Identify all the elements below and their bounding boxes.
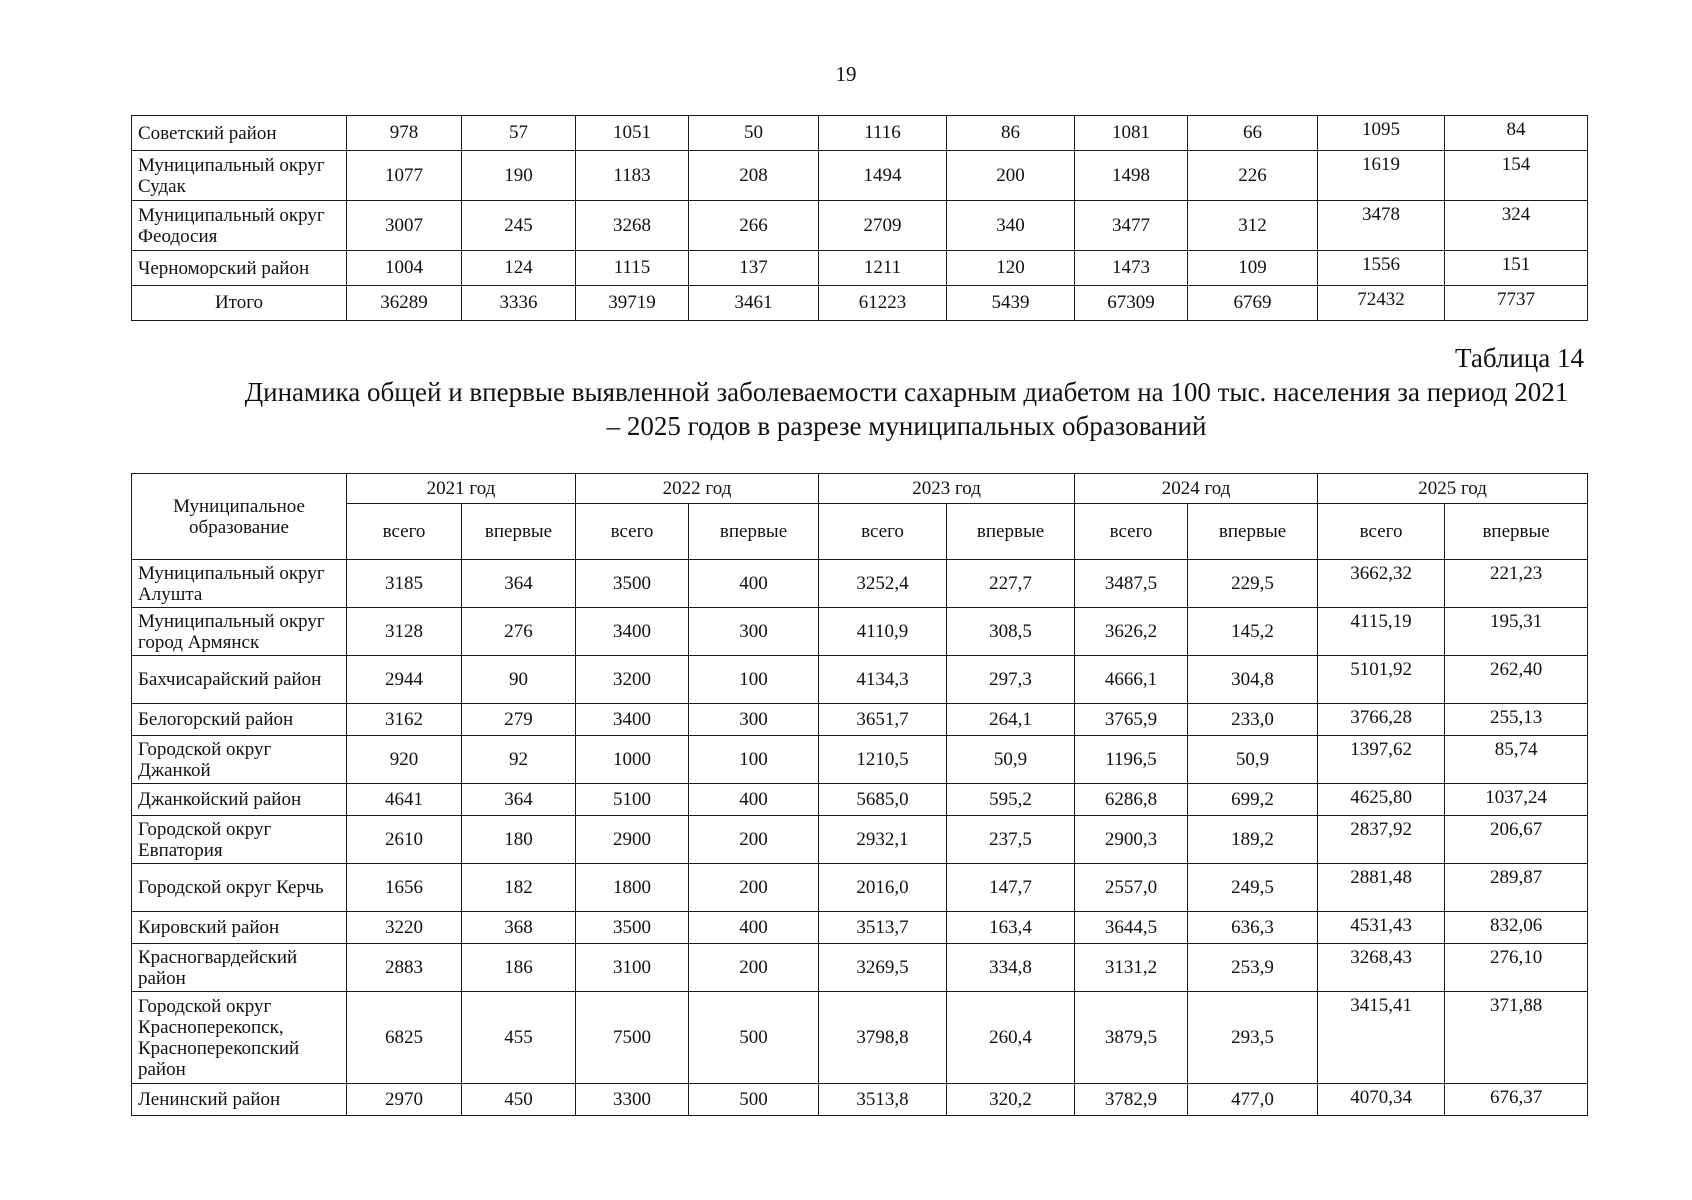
cell-value: 2557,0 xyxy=(1075,864,1188,912)
row-name: Красногвардейский район xyxy=(132,944,347,992)
cell-value: 163,4 xyxy=(947,912,1075,944)
cell-value: 124 xyxy=(462,251,576,286)
header-municipality: Муниципальное образование xyxy=(132,474,347,560)
cell-value: 1081 xyxy=(1075,116,1188,151)
cell-value: 264,1 xyxy=(947,704,1075,736)
header-total: всего xyxy=(819,504,947,560)
cell-value: 3782,9 xyxy=(1075,1084,1188,1116)
cell-value: 67309 xyxy=(1075,286,1188,321)
cell-value: 1556 xyxy=(1318,251,1445,286)
cell-value: 3798,8 xyxy=(819,992,947,1084)
cell-value: 3300 xyxy=(576,1084,689,1116)
row-name: Муниципальный округ Судак xyxy=(132,151,347,201)
header-first: впервые xyxy=(947,504,1075,560)
continued-table xyxy=(131,115,1588,321)
cell-value: 2883 xyxy=(347,944,462,992)
cell-value: 5439 xyxy=(947,286,1075,321)
cell-value: 260,4 xyxy=(947,992,1075,1084)
cell-value: 920 xyxy=(347,736,462,784)
row-name: Ленинский район xyxy=(132,1084,347,1116)
cell-value: 1619 xyxy=(1318,151,1445,201)
cell-value: 400 xyxy=(689,912,819,944)
cell-value: 2900,3 xyxy=(1075,816,1188,864)
cell-value: 137 xyxy=(689,251,819,286)
cell-value: 50,9 xyxy=(1188,736,1318,784)
cell-value: 276,10 xyxy=(1445,944,1588,992)
cell-value: 39719 xyxy=(576,286,689,321)
cell-value: 1037,24 xyxy=(1445,784,1588,816)
cell-value: 1115 xyxy=(576,251,689,286)
cell-value: 1656 xyxy=(347,864,462,912)
cell-value: 145,2 xyxy=(1188,608,1318,656)
cell-value: 221,23 xyxy=(1445,560,1588,608)
row-name: Городской округ Красноперекопск, Красноперекопский район xyxy=(132,992,347,1084)
cell-value: 3461 xyxy=(689,286,819,321)
cell-value: 4641 xyxy=(347,784,462,816)
cell-value: 253,9 xyxy=(1188,944,1318,992)
cell-value: 3200 xyxy=(576,656,689,704)
cell-value: 3269,5 xyxy=(819,944,947,992)
morbidity-table xyxy=(131,473,1588,1116)
cell-value: 2837,92 xyxy=(1318,816,1445,864)
cell-value: 3513,8 xyxy=(819,1084,947,1116)
cell-value: 400 xyxy=(689,784,819,816)
cell-value: 3415,41 xyxy=(1318,992,1445,1084)
cell-value: 3662,32 xyxy=(1318,560,1445,608)
cell-value: 300 xyxy=(689,608,819,656)
cell-value: 1095 xyxy=(1318,116,1445,151)
cell-value: 2709 xyxy=(819,201,947,251)
table-row xyxy=(132,116,1588,151)
cell-value: 3336 xyxy=(462,286,576,321)
table-row xyxy=(132,912,1588,944)
row-name: Городской округ Джанкой xyxy=(132,736,347,784)
cell-value: 340 xyxy=(947,201,1075,251)
table-row xyxy=(132,251,1588,286)
cell-value: 1004 xyxy=(347,251,462,286)
table-row xyxy=(132,784,1588,816)
row-name: Джанкойский район xyxy=(132,784,347,816)
cell-value: 182 xyxy=(462,864,576,912)
cell-value: 7737 xyxy=(1445,286,1588,321)
header-row-years xyxy=(132,474,1588,504)
header-year: 2021 год xyxy=(347,474,576,504)
cell-value: 450 xyxy=(462,1084,576,1116)
cell-value: 120 xyxy=(947,251,1075,286)
cell-value: 227,7 xyxy=(947,560,1075,608)
cell-value: 3252,4 xyxy=(819,560,947,608)
cell-value: 334,8 xyxy=(947,944,1075,992)
cell-value: 276 xyxy=(462,608,576,656)
cell-value: 90 xyxy=(462,656,576,704)
cell-value: 100 xyxy=(689,656,819,704)
cell-value: 3128 xyxy=(347,608,462,656)
cell-value: 3644,5 xyxy=(1075,912,1188,944)
row-name: Черноморский район xyxy=(132,251,347,286)
header-year: 2023 год xyxy=(819,474,1075,504)
cell-value: 233,0 xyxy=(1188,704,1318,736)
cell-value: 304,8 xyxy=(1188,656,1318,704)
row-name: Кировский район xyxy=(132,912,347,944)
cell-value: 1051 xyxy=(576,116,689,151)
table-row xyxy=(132,201,1588,251)
cell-value: 190 xyxy=(462,151,576,201)
cell-value: 3477 xyxy=(1075,201,1188,251)
cell-value: 200 xyxy=(689,944,819,992)
cell-value: 500 xyxy=(689,992,819,1084)
cell-value: 6825 xyxy=(347,992,462,1084)
cell-value: 180 xyxy=(462,816,576,864)
header-first: впервые xyxy=(689,504,819,560)
cell-value: 86 xyxy=(947,116,1075,151)
cell-value: 109 xyxy=(1188,251,1318,286)
cell-value: 4134,3 xyxy=(819,656,947,704)
cell-value: 249,5 xyxy=(1188,864,1318,912)
cell-value: 61223 xyxy=(819,286,947,321)
table-title: Динамика общей и впервые выявленной заболеваемости сахарным диабетом на 100 тыс. населения за период 2021 – 2025 годов в разрезе муниципальных образований xyxy=(244,377,1569,441)
cell-value: 1077 xyxy=(347,151,462,201)
cell-value: 4070,34 xyxy=(1318,1084,1445,1116)
cell-value: 3765,9 xyxy=(1075,704,1188,736)
cell-value: 1494 xyxy=(819,151,947,201)
cell-value: 262,40 xyxy=(1445,656,1588,704)
cell-value: 2610 xyxy=(347,816,462,864)
table-row xyxy=(132,944,1588,992)
cell-value: 279 xyxy=(462,704,576,736)
cell-value: 676,37 xyxy=(1445,1084,1588,1116)
cell-value: 3651,7 xyxy=(819,704,947,736)
cell-value: 368 xyxy=(462,912,576,944)
cell-value: 1800 xyxy=(576,864,689,912)
cell-value: 3131,2 xyxy=(1075,944,1188,992)
cell-value: 978 xyxy=(347,116,462,151)
cell-value: 832,06 xyxy=(1445,912,1588,944)
cell-value: 3268,43 xyxy=(1318,944,1445,992)
cell-value: 7500 xyxy=(576,992,689,1084)
cell-value: 3626,2 xyxy=(1075,608,1188,656)
cell-value: 3400 xyxy=(576,704,689,736)
cell-value: 3766,28 xyxy=(1318,704,1445,736)
cell-value: 151 xyxy=(1445,251,1588,286)
cell-value: 2900 xyxy=(576,816,689,864)
cell-value: 300 xyxy=(689,704,819,736)
cell-value: 245 xyxy=(462,201,576,251)
cell-value: 400 xyxy=(689,560,819,608)
cell-value: 2016,0 xyxy=(819,864,947,912)
cell-value: 699,2 xyxy=(1188,784,1318,816)
cell-value: 1211 xyxy=(819,251,947,286)
header-year: 2022 год xyxy=(576,474,819,504)
cell-value: 3007 xyxy=(347,201,462,251)
cell-value: 229,5 xyxy=(1188,560,1318,608)
total-label: Итого xyxy=(132,286,347,321)
cell-value: 57 xyxy=(462,116,576,151)
cell-value: 84 xyxy=(1445,116,1588,151)
cell-value: 50 xyxy=(689,116,819,151)
cell-value: 1000 xyxy=(576,736,689,784)
cell-value: 237,5 xyxy=(947,816,1075,864)
cell-value: 92 xyxy=(462,736,576,784)
cell-value: 4625,80 xyxy=(1318,784,1445,816)
cell-value: 3162 xyxy=(347,704,462,736)
cell-value: 50,9 xyxy=(947,736,1075,784)
row-name: Городской округ Евпатория xyxy=(132,816,347,864)
cell-value: 1473 xyxy=(1075,251,1188,286)
cell-value: 195,31 xyxy=(1445,608,1588,656)
cell-value: 2881,48 xyxy=(1318,864,1445,912)
cell-value: 1116 xyxy=(819,116,947,151)
cell-value: 3513,7 xyxy=(819,912,947,944)
cell-value: 154 xyxy=(1445,151,1588,201)
header-first: впервые xyxy=(1188,504,1318,560)
header-first: впервые xyxy=(462,504,576,560)
cell-value: 206,67 xyxy=(1445,816,1588,864)
cell-value: 189,2 xyxy=(1188,816,1318,864)
cell-value: 371,88 xyxy=(1445,992,1588,1084)
cell-value: 364 xyxy=(462,784,576,816)
row-name: Муниципальный округ Феодосия xyxy=(132,201,347,251)
cell-value: 3879,5 xyxy=(1075,992,1188,1084)
row-name: Муниципальный округ Алушта xyxy=(132,560,347,608)
cell-value: 266 xyxy=(689,201,819,251)
cell-value: 226 xyxy=(1188,151,1318,201)
header-total: всего xyxy=(576,504,689,560)
header-total: всего xyxy=(1318,504,1445,560)
table-row xyxy=(132,608,1588,656)
cell-value: 477,0 xyxy=(1188,1084,1318,1116)
row-name: Белогорский район xyxy=(132,704,347,736)
cell-value: 3487,5 xyxy=(1075,560,1188,608)
table-row xyxy=(132,864,1588,912)
row-name: Бахчисарайский район xyxy=(132,656,347,704)
table-row xyxy=(132,1084,1588,1116)
table-caption: Таблица 14 xyxy=(1455,343,1584,373)
cell-value: 455 xyxy=(462,992,576,1084)
cell-value: 2970 xyxy=(347,1084,462,1116)
cell-value: 3500 xyxy=(576,560,689,608)
table-row xyxy=(132,151,1588,201)
header-year: 2024 год xyxy=(1075,474,1318,504)
cell-value: 3220 xyxy=(347,912,462,944)
cell-value: 500 xyxy=(689,1084,819,1116)
cell-value: 320,2 xyxy=(947,1084,1075,1116)
cell-value: 364 xyxy=(462,560,576,608)
table-row xyxy=(132,656,1588,704)
cell-value: 2932,1 xyxy=(819,816,947,864)
row-name: Городской округ Керчь xyxy=(132,864,347,912)
cell-value: 255,13 xyxy=(1445,704,1588,736)
cell-value: 595,2 xyxy=(947,784,1075,816)
cell-value: 1498 xyxy=(1075,151,1188,201)
row-name: Муниципальный округ город Армянск xyxy=(132,608,347,656)
cell-value: 3268 xyxy=(576,201,689,251)
cell-value: 308,5 xyxy=(947,608,1075,656)
cell-value: 4110,9 xyxy=(819,608,947,656)
cell-value: 3185 xyxy=(347,560,462,608)
cell-value: 5101,92 xyxy=(1318,656,1445,704)
cell-value: 4666,1 xyxy=(1075,656,1188,704)
table-row xyxy=(132,816,1588,864)
table-row xyxy=(132,560,1588,608)
cell-value: 2944 xyxy=(347,656,462,704)
cell-value: 4115,19 xyxy=(1318,608,1445,656)
header-total: всего xyxy=(1075,504,1188,560)
header-first: впервые xyxy=(1445,504,1588,560)
cell-value: 36289 xyxy=(347,286,462,321)
cell-value: 66 xyxy=(1188,116,1318,151)
row-name: Советский район xyxy=(132,116,347,151)
cell-value: 147,7 xyxy=(947,864,1075,912)
cell-value: 4531,43 xyxy=(1318,912,1445,944)
cell-value: 200 xyxy=(947,151,1075,201)
cell-value: 3100 xyxy=(576,944,689,992)
cell-value: 3500 xyxy=(576,912,689,944)
cell-value: 636,3 xyxy=(1188,912,1318,944)
cell-value: 208 xyxy=(689,151,819,201)
cell-value: 1183 xyxy=(576,151,689,201)
cell-value: 312 xyxy=(1188,201,1318,251)
cell-value: 85,74 xyxy=(1445,736,1588,784)
table-row xyxy=(132,704,1588,736)
header-total: всего xyxy=(347,504,462,560)
cell-value: 324 xyxy=(1445,201,1588,251)
cell-value: 6769 xyxy=(1188,286,1318,321)
total-row xyxy=(132,286,1588,321)
cell-value: 186 xyxy=(462,944,576,992)
cell-value: 289,87 xyxy=(1445,864,1588,912)
page-number: 19 xyxy=(835,62,857,86)
header-row-sub xyxy=(132,504,1588,560)
cell-value: 293,5 xyxy=(1188,992,1318,1084)
cell-value: 6286,8 xyxy=(1075,784,1188,816)
table-row xyxy=(132,736,1588,784)
cell-value: 200 xyxy=(689,864,819,912)
cell-value: 5100 xyxy=(576,784,689,816)
table-row xyxy=(132,992,1588,1084)
cell-value: 3478 xyxy=(1318,201,1445,251)
cell-value: 3400 xyxy=(576,608,689,656)
cell-value: 100 xyxy=(689,736,819,784)
cell-value: 1397,62 xyxy=(1318,736,1445,784)
cell-value: 1196,5 xyxy=(1075,736,1188,784)
header-year: 2025 год xyxy=(1318,474,1588,504)
cell-value: 1210,5 xyxy=(819,736,947,784)
cell-value: 72432 xyxy=(1318,286,1445,321)
cell-value: 200 xyxy=(689,816,819,864)
cell-value: 297,3 xyxy=(947,656,1075,704)
cell-value: 5685,0 xyxy=(819,784,947,816)
